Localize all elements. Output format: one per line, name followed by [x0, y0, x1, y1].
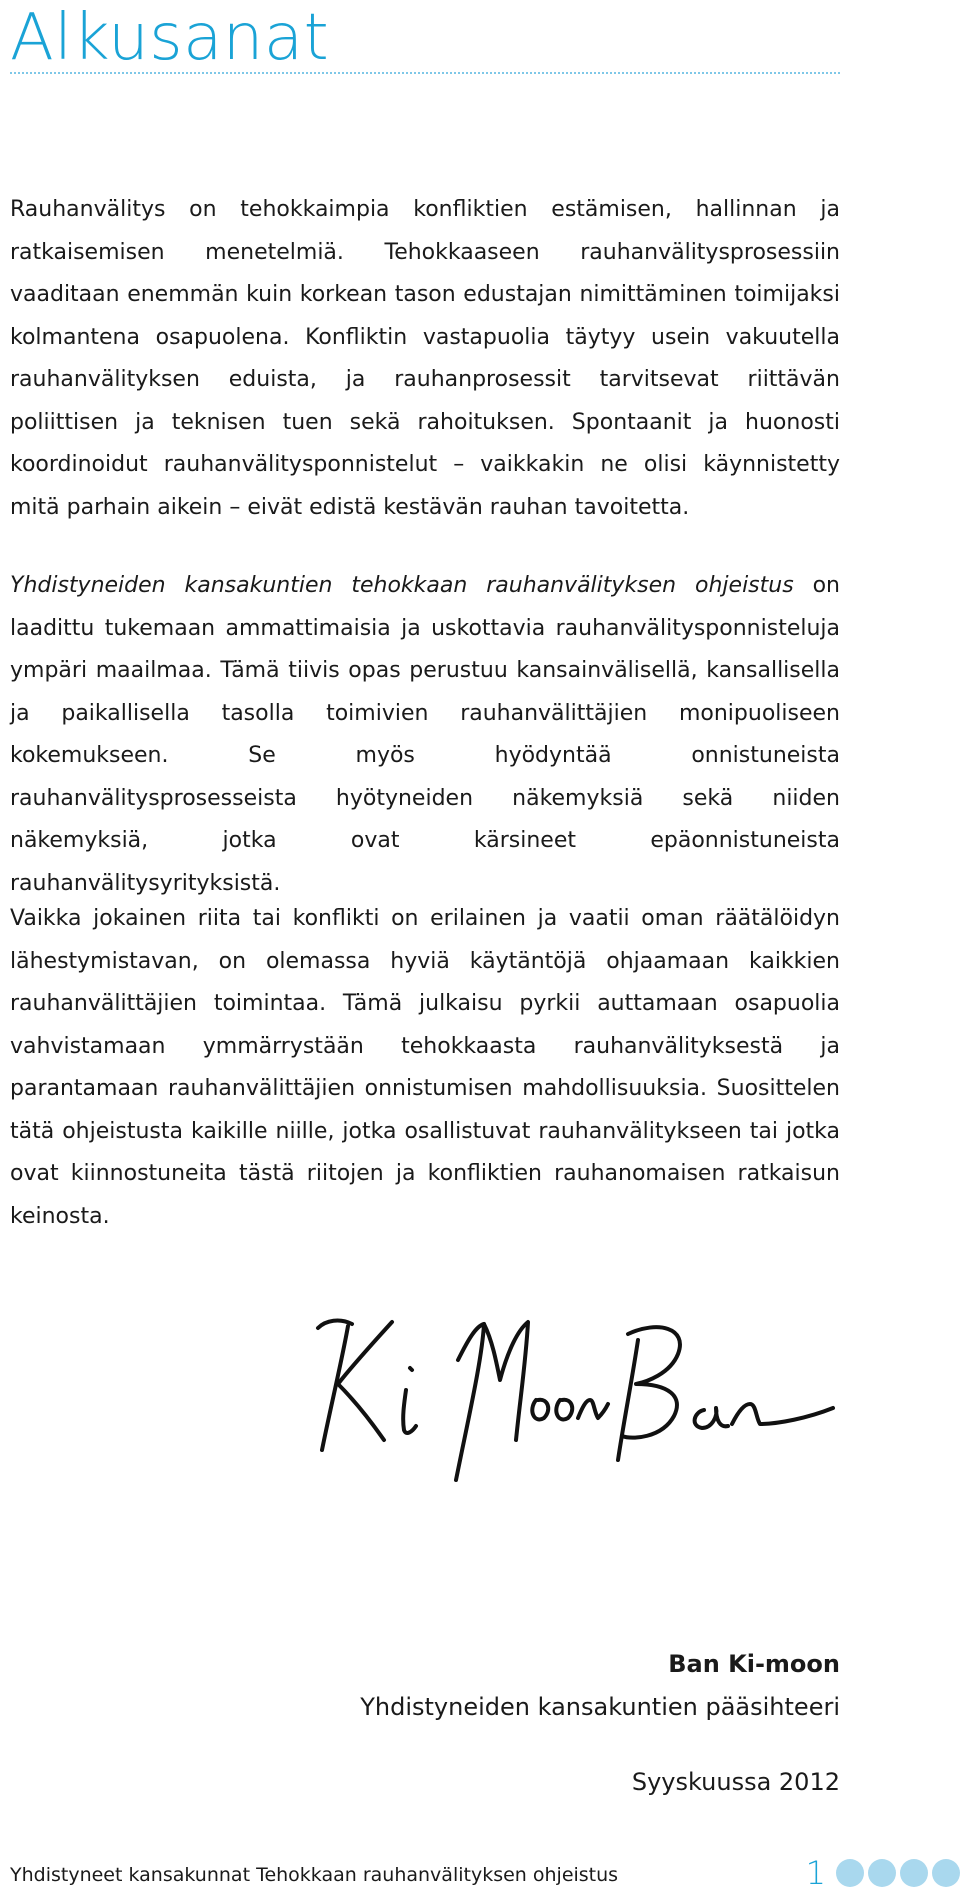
- decorative-dot: [836, 1859, 864, 1887]
- paragraph-1: Rauhanvälitys on tehokkaimpia konfliktien estämisen, hallinnan ja ratkaisemisen menetelmiä. Tehokkaaseen rauhanvälitysprosessiin vaaditaan enemmän kuin korkean tason edustajan nimittäminen toimijaksi kolmantena osapuolena. Konfliktin vastapuolia täytyy usein vakuutella rauhanvälityksen eduista, ja rauhanprosessit tarvitsevat riittävän poliittisen ja teknisen tuen sekä rahoituksen. Spontaanit ja huonosti koordinoidut rauhanvälitysponnistelut – vaikkakin ne olisi käynnistetty mitä parhain aikein – eivät edistä kestävän rauhan tavoitetta.: [10, 197, 840, 520]
- paragraph-2-text: on laadittu tukemaan ammattimaisia ja uskottavia rauhanvälitysponnisteluja ympäri maailmaa. Tämä tiivis opas perustuu kansainvälisellä, kansallisella ja paikallisella tasolla toimivien rauhanvälittäjien monipuoliseen kokemukseen. Se myös hyödyntää onnistuneista rauhanvälitysprosesseista hyötyneiden näkemyksiä sekä niiden näkemyksiä, jotka ovat kärsineet epäonnistuneista rauhanvälitysyrityksistä.: [10, 573, 840, 896]
- publication-title-italic: Yhdistyneiden kansakuntien tehokkaan rauhanvälityksen ohjeistus: [10, 573, 794, 598]
- page-number: 1: [805, 1854, 826, 1892]
- paragraph-3: Vaikka jokainen riita tai konflikti on erilainen ja vaatii oman räätälöidyn lähestymistavan, on olemassa hyviä käytäntöjä ohjaamaan kaikkien rauhanvälittäjien toimintaa. Tämä julkaisu pyrkii auttamaan osapuolia vahvistamaan ymmärrystään tehokkaasta rauhanvälityksestä ja parantamaan rauhanvälittäjien onnistumisen mahdollisuuksia. Suosittelen tätä ohjeistusta kaikille niille, jotka osallistuvat rauhanvälitykseen tai jotka ovat kiinnostuneita tästä riitojen ja konfliktien rauhanomaisen ratkaisun keinosta.: [10, 906, 840, 1229]
- signer-role: Yhdistyneiden kansakuntien pääsihteeri: [360, 1693, 840, 1721]
- paragraph-2: [10, 565, 840, 905]
- title-divider: [10, 72, 840, 74]
- footer-page-indicator: [806, 1853, 960, 1893]
- decorative-dot: [932, 1859, 960, 1887]
- handwritten-signature: [308, 1300, 843, 1540]
- decorative-dot: [868, 1859, 896, 1887]
- signer-name: Ban Ki-moon: [668, 1650, 840, 1678]
- page-title: Alkusanat: [10, 1, 330, 75]
- signature-date: Syyskuussa 2012: [631, 1768, 840, 1796]
- decorative-dot: [900, 1859, 928, 1887]
- footer-publication-title: Yhdistyneet kansakunnat Tehokkaan rauhanvälityksen ohjeistus: [10, 1864, 619, 1886]
